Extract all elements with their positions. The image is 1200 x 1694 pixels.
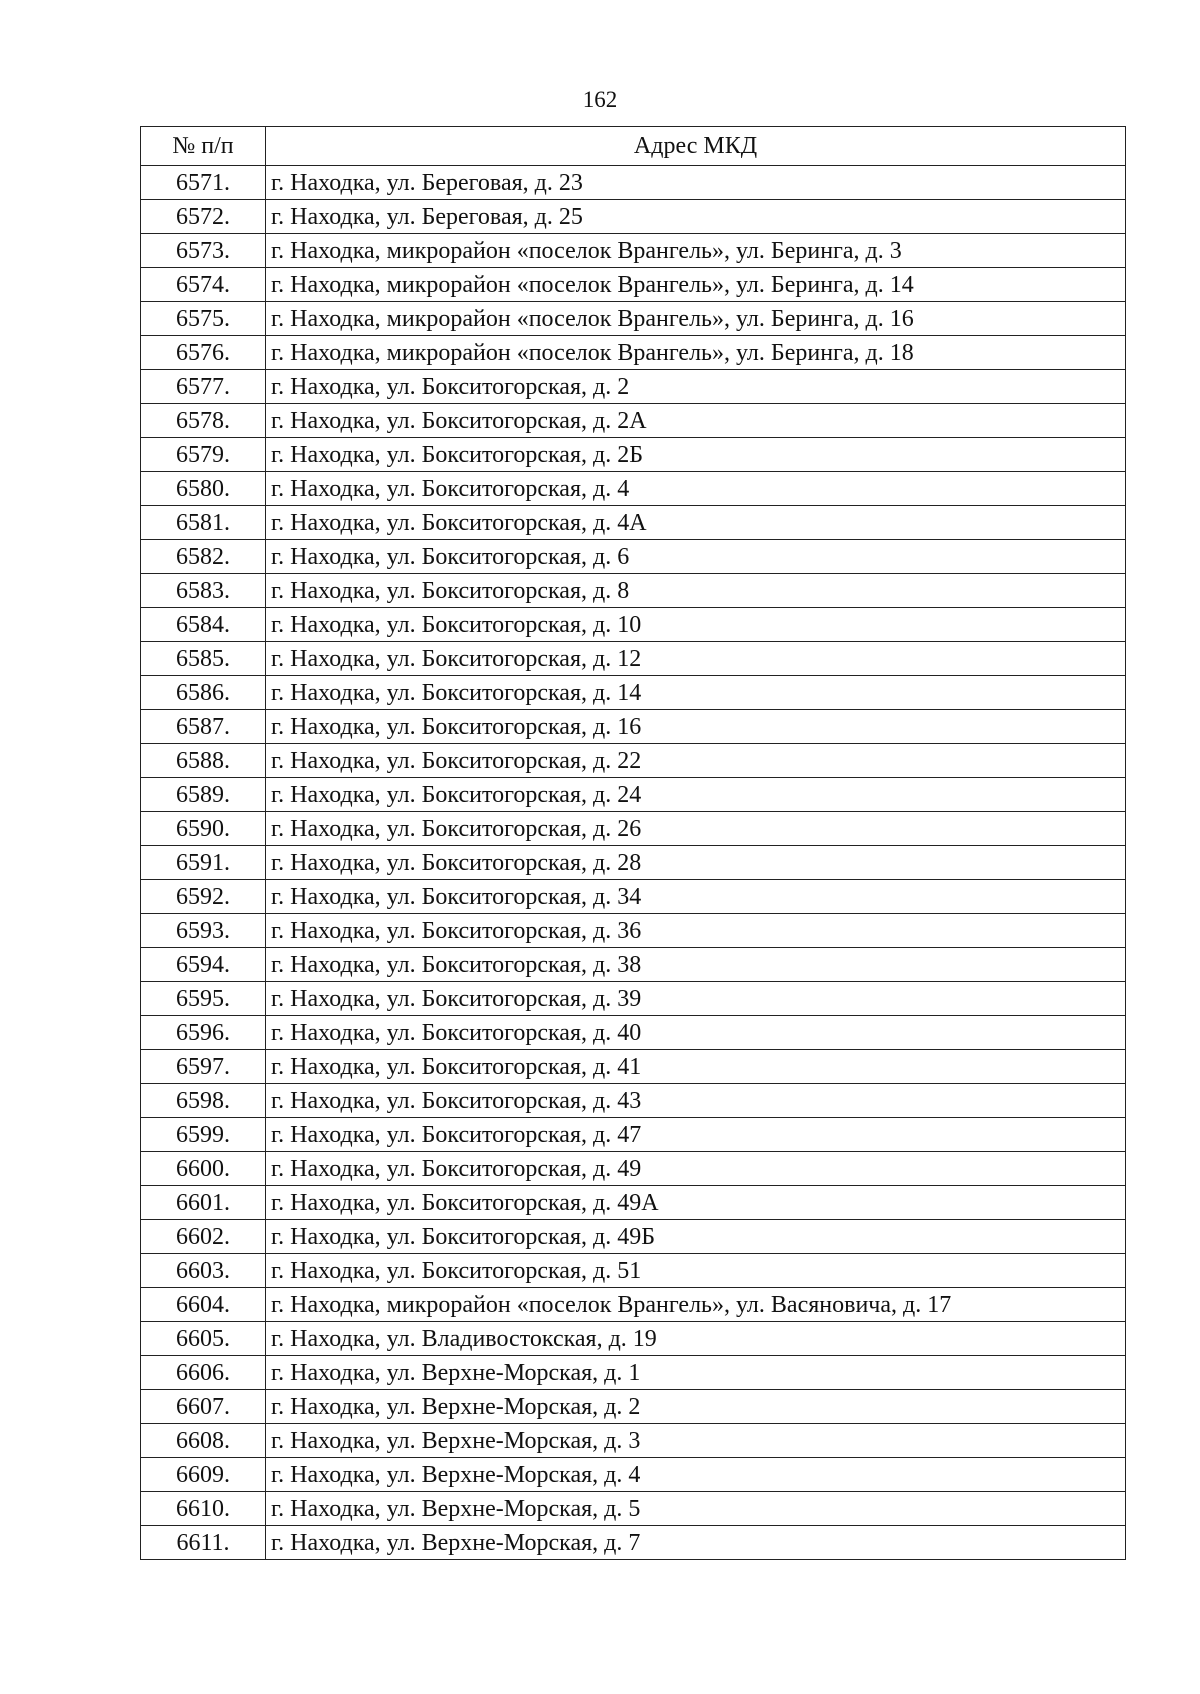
table-row [141,404,1126,438]
table-row [141,642,1126,676]
page-number: 162 [582,87,618,112]
row-number-cell: 6585. [141,642,266,676]
address-cell: г. Находка, ул. Бокситогорская, д. 4А [266,506,1126,540]
table-row [141,1118,1126,1152]
address-cell: г. Находка, ул. Верхне-Морская, д. 7 [266,1526,1126,1560]
address-cell: г. Находка, ул. Бокситогорская, д. 41 [266,1050,1126,1084]
table-row [141,1526,1126,1560]
address-cell: г. Находка, ул. Верхне-Морская, д. 1 [266,1356,1126,1390]
row-number-cell: 6572. [141,200,266,234]
table-row [141,370,1126,404]
address-cell: г. Находка, ул. Бокситогорская, д. 49А [266,1186,1126,1220]
table-row [141,676,1126,710]
row-number-cell: 6595. [141,982,266,1016]
table-row [141,234,1126,268]
row-number-cell: 6594. [141,948,266,982]
row-number-cell: 6574. [141,268,266,302]
table-row [141,1322,1126,1356]
row-number-cell: 6604. [141,1288,266,1322]
table-row [141,1220,1126,1254]
address-cell: г. Находка, микрорайон «поселок Врангель», ул. Беринга, д. 14 [266,268,1126,302]
address-cell: г. Находка, ул. Бокситогорская, д. 49 [266,1152,1126,1186]
address-cell: г. Находка, ул. Бокситогорская, д. 2 [266,370,1126,404]
address-cell: г. Находка, ул. Бокситогорская, д. 34 [266,880,1126,914]
table-row [141,846,1126,880]
row-number-cell: 6591. [141,846,266,880]
row-number-cell: 6573. [141,234,266,268]
table-row [141,1390,1126,1424]
table-row [141,880,1126,914]
table-row [141,336,1126,370]
address-cell: г. Находка, ул. Бокситогорская, д. 22 [266,744,1126,778]
address-cell: г. Находка, ул. Бокситогорская, д. 12 [266,642,1126,676]
table-row [141,268,1126,302]
row-number-cell: 6590. [141,812,266,846]
table-row [141,1050,1126,1084]
address-cell: г. Находка, ул. Береговая, д. 25 [266,200,1126,234]
table-row [141,608,1126,642]
address-cell: г. Находка, ул. Верхне-Морская, д. 3 [266,1424,1126,1458]
address-cell: г. Находка, ул. Бокситогорская, д. 39 [266,982,1126,1016]
address-cell: г. Находка, ул. Бокситогорская, д. 6 [266,540,1126,574]
address-cell: г. Находка, ул. Бокситогорская, д. 26 [266,812,1126,846]
row-number-cell: 6576. [141,336,266,370]
address-cell: г. Находка, ул. Верхне-Морская, д. 2 [266,1390,1126,1424]
table-row [141,1186,1126,1220]
row-number-cell: 6593. [141,914,266,948]
row-number-cell: 6587. [141,710,266,744]
row-number-cell: 6609. [141,1458,266,1492]
table-row [141,948,1126,982]
table-row [141,812,1126,846]
address-cell: г. Находка, ул. Бокситогорская, д. 2А [266,404,1126,438]
address-cell: г. Находка, ул. Бокситогорская, д. 28 [266,846,1126,880]
address-cell: г. Находка, ул. Бокситогорская, д. 8 [266,574,1126,608]
address-cell: г. Находка, ул. Бокситогорская, д. 51 [266,1254,1126,1288]
row-number-cell: 6575. [141,302,266,336]
address-cell: г. Находка, ул. Верхне-Морская, д. 5 [266,1492,1126,1526]
row-number-cell: 6580. [141,472,266,506]
address-cell: г. Находка, ул. Бокситогорская, д. 4 [266,472,1126,506]
row-number-cell: 6578. [141,404,266,438]
column-header-number: № п/п [141,127,266,166]
row-number-cell: 6607. [141,1390,266,1424]
table-row [141,744,1126,778]
table-row [141,302,1126,336]
row-number-cell: 6588. [141,744,266,778]
address-cell: г. Находка, ул. Верхне-Морская, д. 4 [266,1458,1126,1492]
table-row [141,1458,1126,1492]
table-row [141,914,1126,948]
address-cell: г. Находка, ул. Бокситогорская, д. 43 [266,1084,1126,1118]
address-cell: г. Находка, ул. Береговая, д. 23 [266,166,1126,200]
row-number-cell: 6611. [141,1526,266,1560]
address-cell: г. Находка, ул. Бокситогорская, д. 47 [266,1118,1126,1152]
address-cell: г. Находка, ул. Бокситогорская, д. 14 [266,676,1126,710]
address-cell: г. Находка, ул. Бокситогорская, д. 40 [266,1016,1126,1050]
row-number-cell: 6599. [141,1118,266,1152]
table-row [141,1152,1126,1186]
table-row [141,166,1126,200]
row-number-cell: 6598. [141,1084,266,1118]
row-number-cell: 6586. [141,676,266,710]
row-number-cell: 6608. [141,1424,266,1458]
row-number-cell: 6603. [141,1254,266,1288]
row-number-cell: 6597. [141,1050,266,1084]
table-row [141,1424,1126,1458]
table-row [141,1254,1126,1288]
table-row [141,1356,1126,1390]
table-header-row [141,127,1126,166]
table-row [141,506,1126,540]
row-number-cell: 6605. [141,1322,266,1356]
address-cell: г. Находка, ул. Бокситогорская, д. 16 [266,710,1126,744]
row-number-cell: 6602. [141,1220,266,1254]
row-number-cell: 6581. [141,506,266,540]
table-row [141,472,1126,506]
address-cell: г. Находка, микрорайон «поселок Врангель», ул. Васяновича, д. 17 [266,1288,1126,1322]
row-number-cell: 6601. [141,1186,266,1220]
table-row [141,438,1126,472]
column-header-address: Адрес МКД [266,127,1126,166]
address-cell: г. Находка, ул. Владивостокская, д. 19 [266,1322,1126,1356]
row-number-cell: 6606. [141,1356,266,1390]
table-row [141,710,1126,744]
table-row [141,200,1126,234]
table-row [141,982,1126,1016]
row-number-cell: 6579. [141,438,266,472]
row-number-cell: 6583. [141,574,266,608]
row-number-cell: 6600. [141,1152,266,1186]
table-row [141,540,1126,574]
table-body [141,166,1126,1560]
row-number-cell: 6596. [141,1016,266,1050]
table-row [141,574,1126,608]
address-cell: г. Находка, микрорайон «поселок Врангель», ул. Беринга, д. 18 [266,336,1126,370]
table-row [141,1016,1126,1050]
address-cell: г. Находка, микрорайон «поселок Врангель», ул. Беринга, д. 3 [266,234,1126,268]
table-row [141,778,1126,812]
address-cell: г. Находка, ул. Бокситогорская, д. 38 [266,948,1126,982]
table-row [141,1492,1126,1526]
row-number-cell: 6584. [141,608,266,642]
row-number-cell: 6589. [141,778,266,812]
address-cell: г. Находка, ул. Бокситогорская, д. 24 [266,778,1126,812]
address-cell: г. Находка, ул. Бокситогорская, д. 2Б [266,438,1126,472]
row-number-cell: 6582. [141,540,266,574]
address-cell: г. Находка, ул. Бокситогорская, д. 10 [266,608,1126,642]
table-row [141,1288,1126,1322]
address-table [140,126,1126,1560]
row-number-cell: 6577. [141,370,266,404]
address-cell: г. Находка, микрорайон «поселок Врангель», ул. Беринга, д. 16 [266,302,1126,336]
row-number-cell: 6592. [141,880,266,914]
row-number-cell: 6610. [141,1492,266,1526]
address-cell: г. Находка, ул. Бокситогорская, д. 36 [266,914,1126,948]
row-number-cell: 6571. [141,166,266,200]
table-row [141,1084,1126,1118]
address-cell: г. Находка, ул. Бокситогорская, д. 49Б [266,1220,1126,1254]
